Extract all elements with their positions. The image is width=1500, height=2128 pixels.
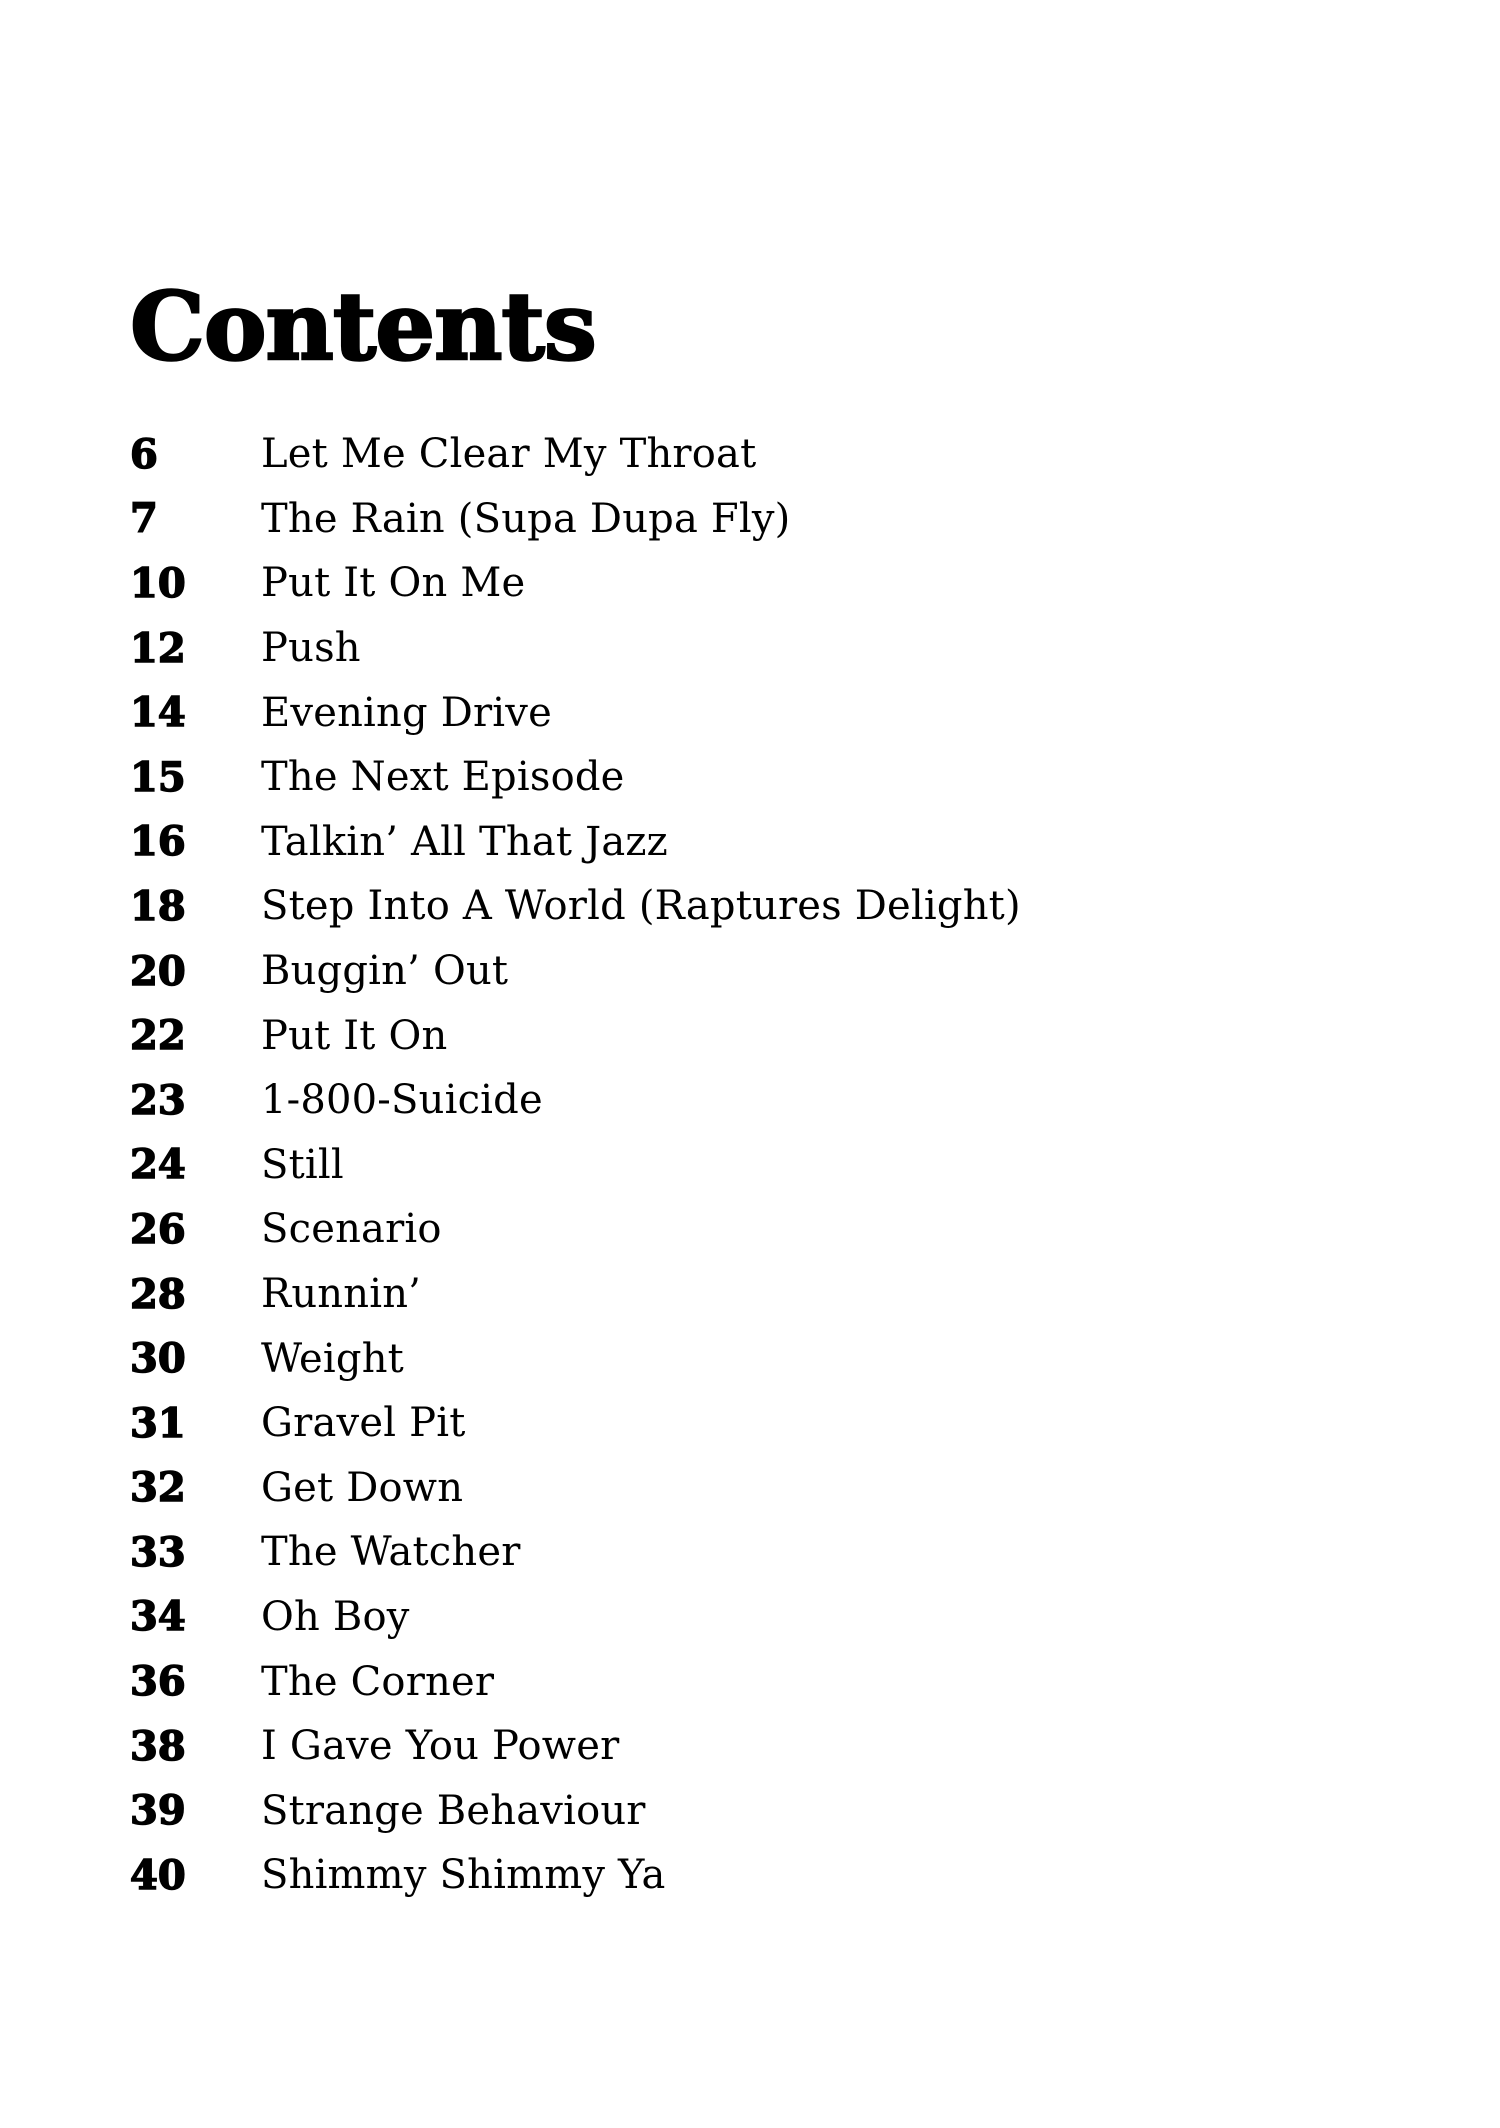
toc-entry-title: Still (261, 1141, 344, 1188)
toc-page-number: 34 (130, 1593, 186, 1641)
toc-entry (130, 1714, 1021, 1779)
toc-page-number: 36 (130, 1658, 186, 1706)
toc-page-number: 12 (130, 624, 186, 672)
toc-page-number: 16 (130, 818, 186, 866)
toc-entry-title: Runnin’ (261, 1271, 422, 1318)
toc-entry-title: Strange Behaviour (261, 1787, 646, 1834)
toc-page-number: 18 (130, 882, 186, 930)
toc-entry (130, 1520, 1021, 1585)
toc-entry (130, 939, 1021, 1004)
toc-entry (130, 487, 1021, 552)
toc-entry-title: The Rain (Supa Dupa Fly) (261, 495, 791, 542)
toc-page-number: 28 (130, 1270, 186, 1318)
toc-page-number: 31 (130, 1399, 186, 1447)
toc-entry (130, 551, 1021, 616)
toc-page-number: 40 (130, 1851, 186, 1899)
toc-entry (130, 1262, 1021, 1327)
toc-page-number: 39 (130, 1787, 186, 1835)
toc-page-number: 22 (130, 1012, 186, 1060)
toc-page-number: 24 (130, 1141, 186, 1189)
toc-entry (130, 680, 1021, 745)
toc-page-number: 6 (130, 430, 158, 478)
toc-entry (130, 422, 1021, 487)
toc-entry (130, 1197, 1021, 1262)
toc-entry (130, 1133, 1021, 1198)
toc-page-number: 30 (130, 1335, 186, 1383)
toc-entry-title: Buggin’ Out (261, 948, 509, 995)
toc-entry-title: Evening Drive (261, 689, 552, 736)
toc-page-number: 14 (130, 689, 186, 737)
toc-entry (130, 1778, 1021, 1843)
toc-entry (130, 616, 1021, 681)
toc-entry-title: Let Me Clear My Throat (261, 431, 757, 478)
toc-page-number: 38 (130, 1722, 186, 1770)
toc-entry-title: Talkin’ All That Jazz (261, 818, 668, 865)
toc-entry (130, 1068, 1021, 1133)
toc-entry-title: The Next Episode (261, 754, 625, 801)
toc-entry (130, 1843, 1021, 1908)
toc-entry-title: Put It On (261, 1012, 448, 1059)
toc-page-number: 7 (130, 495, 158, 543)
toc-page-number: 33 (130, 1528, 186, 1576)
toc-entry-title: Step Into A World (Raptures Delight) (261, 883, 1021, 930)
toc-entry-title: I Gave You Power (261, 1723, 620, 1770)
toc-entry (130, 1456, 1021, 1521)
toc-page-number: 20 (130, 947, 186, 995)
toc-entry-title: Oh Boy (261, 1593, 410, 1640)
toc-entry-title: Push (261, 625, 361, 672)
toc-entry (130, 1649, 1021, 1714)
toc-entry (130, 1003, 1021, 1068)
toc-entry-title: The Corner (261, 1658, 495, 1705)
toc-entry (130, 745, 1021, 810)
toc-entry-title: Gravel Pit (261, 1400, 466, 1447)
toc-entry-title: Shimmy Shimmy Ya (261, 1852, 666, 1899)
table-of-contents (130, 422, 1021, 1908)
toc-entry (130, 874, 1021, 939)
toc-entry-title: Get Down (261, 1464, 464, 1511)
toc-entry (130, 1391, 1021, 1456)
toc-entry (130, 1326, 1021, 1391)
page-title: Contents (130, 272, 596, 382)
toc-entry-title: Weight (261, 1335, 404, 1382)
toc-page-number: 26 (130, 1205, 186, 1253)
toc-entry-title: 1-800-Suicide (261, 1077, 543, 1124)
toc-page-number: 15 (130, 753, 186, 801)
toc-entry-title: The Watcher (261, 1529, 521, 1576)
toc-entry (130, 810, 1021, 875)
toc-page-number: 10 (130, 559, 186, 607)
toc-entry-title: Scenario (261, 1206, 442, 1253)
toc-page-number: 32 (130, 1464, 186, 1512)
toc-page-number: 23 (130, 1076, 186, 1124)
toc-entry-title: Put It On Me (261, 560, 526, 607)
toc-entry (130, 1585, 1021, 1650)
